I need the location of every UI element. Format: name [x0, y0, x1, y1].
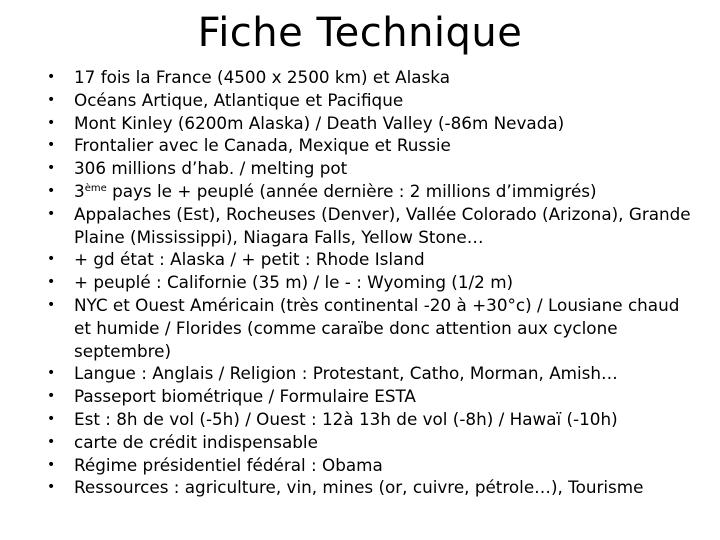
bullet-icon: •	[47, 365, 56, 382]
bullet-icon: •	[47, 251, 56, 268]
bullet-item	[0, 408, 720, 431]
bullet-item	[0, 157, 720, 180]
bullet-item	[0, 385, 720, 408]
bullet-item	[0, 112, 720, 135]
rank-suffix: ème	[84, 182, 107, 194]
bullet-text: Frontalier avec le Canada, Mexique et Russie	[74, 135, 451, 156]
bullet-item	[0, 362, 720, 385]
bullet-icon: •	[47, 160, 56, 177]
bullet-icon: •	[47, 91, 56, 108]
bullet-item	[0, 248, 720, 271]
bullet-text: + peuplé : Californie (35 m) / le - : Wyoming (1/2 m)	[74, 272, 514, 293]
bullet-item	[0, 294, 720, 362]
bullet-item	[0, 89, 720, 112]
bullet-text: Mont Kinley (6200m Alaska) / Death Valley (-86m Nevada)	[74, 112, 565, 133]
bullet-text: 17 fois la France (4500 x 2500 km) et Alaska	[74, 67, 450, 87]
bullet-icon: •	[47, 479, 56, 496]
bullet-text: NYC et Ouest Américain (très continental -20 à +30°c) / Lousiane chaud et humide / Florides (comme caraïbe donc attention aux cyclone septembre)	[74, 294, 680, 361]
rank-text: pays le + peuplé (année dernière : 2 millions d’immigrés)	[106, 180, 597, 201]
slide-title: Fiche Technique	[197, 10, 523, 56]
bullet-icon: •	[47, 114, 56, 131]
bullet-icon: •	[47, 388, 56, 405]
bullet-text: Passeport biométrique / Formulaire ESTA	[74, 386, 416, 407]
bullet-text: + gd état : Alaska / + petit : Rhode Island	[74, 249, 425, 270]
bullet-item	[0, 203, 720, 249]
bullet-text: Appalaches (Est), Rocheuses (Denver), Vallée Colorado (Arizona), Grande Plaine (Mississippi), Niagara Falls, Yellow Stone…	[74, 203, 691, 247]
bullet-item	[0, 454, 720, 477]
bullet-item	[0, 476, 720, 499]
bullet-list	[0, 66, 720, 499]
bullet-text	[74, 180, 700, 203]
bullet-text: carte de crédit indispensable	[74, 431, 318, 452]
bullet-icon: •	[47, 410, 56, 427]
bullet-text: Langue : Anglais / Religion : Protestant, Catho, Morman, Amish…	[74, 363, 618, 384]
rank-number: 3	[74, 180, 85, 201]
bullet-item	[0, 271, 720, 294]
bullet-text: 306 millions d’hab. / melting pot	[74, 158, 348, 179]
bullet-icon: •	[47, 456, 56, 473]
bullet-icon: •	[47, 274, 56, 291]
bullet-icon: •	[47, 137, 56, 154]
bullet-text: Est : 8h de vol (-5h) / Ouest : 12à 13h de vol (-8h) / Hawaï (-10h)	[74, 408, 618, 429]
bullet-item	[0, 180, 720, 203]
bullet-icon: •	[47, 433, 56, 450]
bullet-text: Ressources : agriculture, vin, mines (or, cuivre, pétrole…), Tourisme	[74, 477, 644, 498]
bullet-icon: •	[47, 182, 56, 199]
bullet-text: Océans Artique, Atlantique et Pacifique	[74, 89, 404, 110]
bullet-item	[0, 66, 720, 89]
bullet-icon: •	[47, 296, 56, 313]
bullet-icon: •	[47, 205, 56, 222]
bullet-text: Régime présidentiel fédéral : Obama	[74, 454, 383, 475]
bullet-icon: •	[47, 69, 56, 85]
bullet-item	[0, 134, 720, 157]
bullet-item	[0, 431, 720, 454]
